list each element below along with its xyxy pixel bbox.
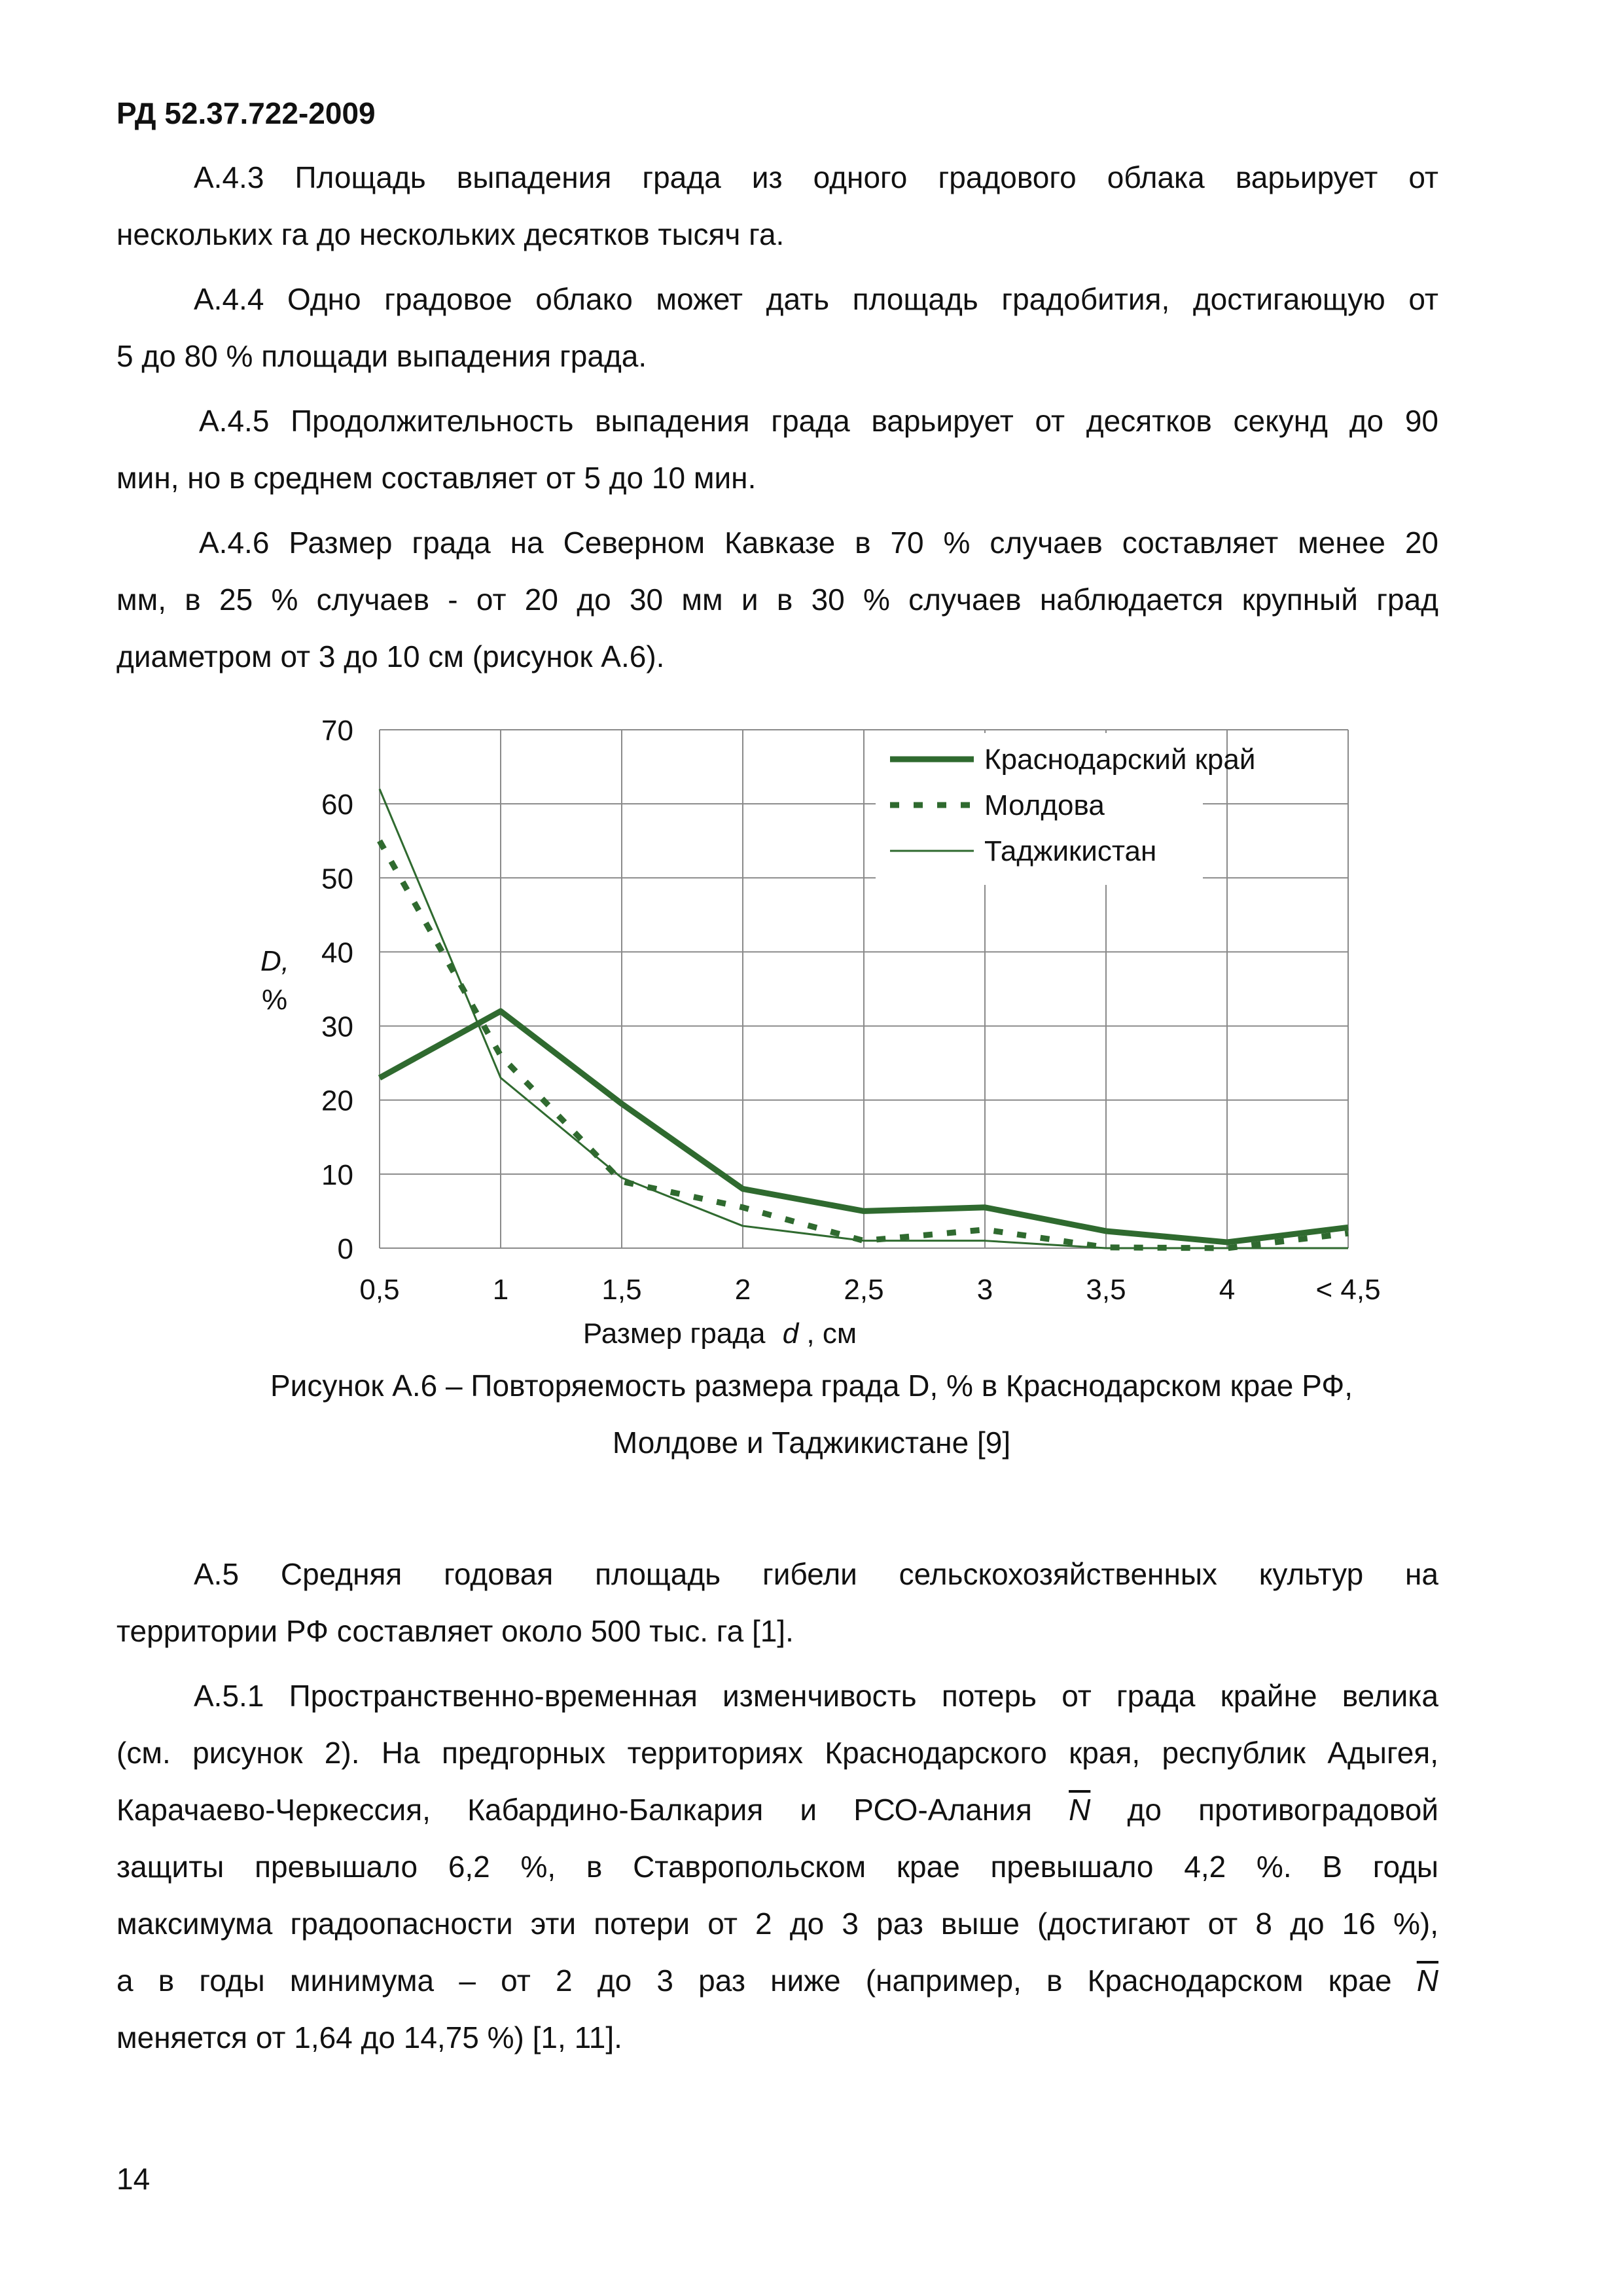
figure-caption-line-2: Молдове и Таджикистане [9]: [612, 1426, 1011, 1460]
x-tick-label: 1: [492, 1274, 509, 1306]
line-text: Карачаево-Черкессия, Кабардино-Балкария и РСО-Алания: [116, 1793, 1032, 1827]
document-header: РД 52.37.722-2009: [116, 96, 376, 130]
line-text: до противоградовой: [1127, 1793, 1439, 1827]
y-tick-label: 40: [321, 937, 353, 969]
paragraph-line: нескольких га до нескольких десятков тысяч га.: [116, 217, 785, 251]
y-tick-label: 60: [321, 789, 353, 821]
n-symbol: $\overline{N}$: [1416, 1964, 1439, 1998]
x-tick-label: 2: [734, 1274, 751, 1306]
x-axis-label-unit: , см: [806, 1318, 857, 1350]
paragraph-line: диаметром от 3 до 10 см (рисунок А.6).: [116, 639, 665, 673]
paragraph-a51: [116, 1668, 1438, 2066]
paragraph-line: 5 до 80 % площади выпадения града.: [116, 339, 647, 373]
chart-legend: [876, 733, 1255, 885]
x-tick-label: < 4,5: [1315, 1274, 1381, 1306]
x-tick-label: 3,5: [1086, 1274, 1126, 1306]
paragraph-a444: [116, 271, 1438, 385]
x-tick-label: 1,5: [601, 1274, 642, 1306]
paragraph-line: защиты превышало 6,2 %, в Ставропольском крае превышало 4,2 %. В годы: [116, 1850, 1438, 1884]
legend-label: Таджикистан: [984, 835, 1157, 867]
x-axis-label-text: Размер града: [582, 1318, 766, 1350]
paragraph-line: территории РФ составляет около 500 тыс. га [1].: [116, 1614, 794, 1648]
x-tick-label: 2,5: [844, 1274, 884, 1306]
x-axis-label-d: d: [782, 1318, 799, 1350]
paragraph-a443: [116, 149, 1438, 263]
figure-caption-line-1: Рисунок А.6 – Повторяемость размера града D, % в Краснодарском крае РФ,: [270, 1369, 1353, 1403]
n-symbol: $\overline{N}$: [1069, 1793, 1091, 1827]
y-tick-label: 50: [321, 863, 353, 895]
x-axis-label: [583, 1318, 857, 1350]
paragraph-a445: [116, 393, 1438, 507]
y-axis-label-d: D,: [260, 945, 289, 977]
hail-size-chart: [236, 707, 1414, 1361]
legend-label: Краснодарский край: [984, 744, 1256, 776]
paragraph-a5: [116, 1546, 1438, 1660]
y-tick-label: 30: [321, 1011, 353, 1043]
paragraph-line: меняется от 1,64 до 14,75 %) [1, 11].: [116, 2020, 622, 2054]
y-axis-label-unit: %: [262, 984, 288, 1016]
paragraph-line: А.4.6 Размер града на Северном Кавказе в 70 % случаев составляет менее 20: [199, 526, 1438, 560]
paragraph-line: [116, 1782, 1438, 1839]
paragraph-line: (см. рисунок 2). На предгорных территориях Краснодарского края, республик Адыгея,: [116, 1736, 1438, 1770]
x-tick-label: 0,5: [359, 1274, 400, 1306]
y-tick-label: 0: [337, 1233, 353, 1265]
paragraph-line: [116, 1952, 1438, 2009]
chart-x-ticks: [359, 1274, 1380, 1306]
legend-label: Молдова: [984, 789, 1105, 821]
paragraph-a446: [116, 514, 1438, 685]
paragraph-line: А.4.4 Одно градовое облако может дать площадь градобития, достигающую от: [194, 282, 1438, 316]
paragraph-line: мм, в 25 % случаев - от 20 до 30 мм и в 30 % случаев наблюдается крупный град: [116, 583, 1438, 617]
paragraph-line: А.5 Средняя годовая площадь гибели сельскохозяйственных культур на: [194, 1557, 1438, 1591]
x-tick-label: 4: [1219, 1274, 1236, 1306]
x-tick-label: 3: [976, 1274, 993, 1306]
y-tick-label: 70: [321, 715, 353, 747]
page-number: 14: [116, 2162, 151, 2196]
paragraph-line: А.4.3 Площадь выпадения града из одного градового облака варьирует от: [194, 160, 1438, 194]
y-tick-label: 10: [321, 1158, 353, 1191]
line-text: а в годы минимума – от 2 до 3 раз ниже (например, в Краснодарском крае: [116, 1964, 1392, 1998]
y-tick-label: 20: [321, 1085, 353, 1117]
paragraph-line: А.4.5 Продолжительность выпадения града варьирует от десятков секунд до 90: [199, 404, 1438, 438]
chart-y-ticks: [321, 715, 353, 1265]
paragraph-line: А.5.1 Пространственно-временная изменчивость потерь от града крайне велика: [194, 1679, 1438, 1713]
paragraph-line: мин, но в среднем составляет от 5 до 10 мин.: [116, 461, 757, 495]
paragraph-line: максимума градоопасности эти потери от 2 до 3 раз выше (достигают от 8 до 16 %),: [116, 1907, 1438, 1941]
